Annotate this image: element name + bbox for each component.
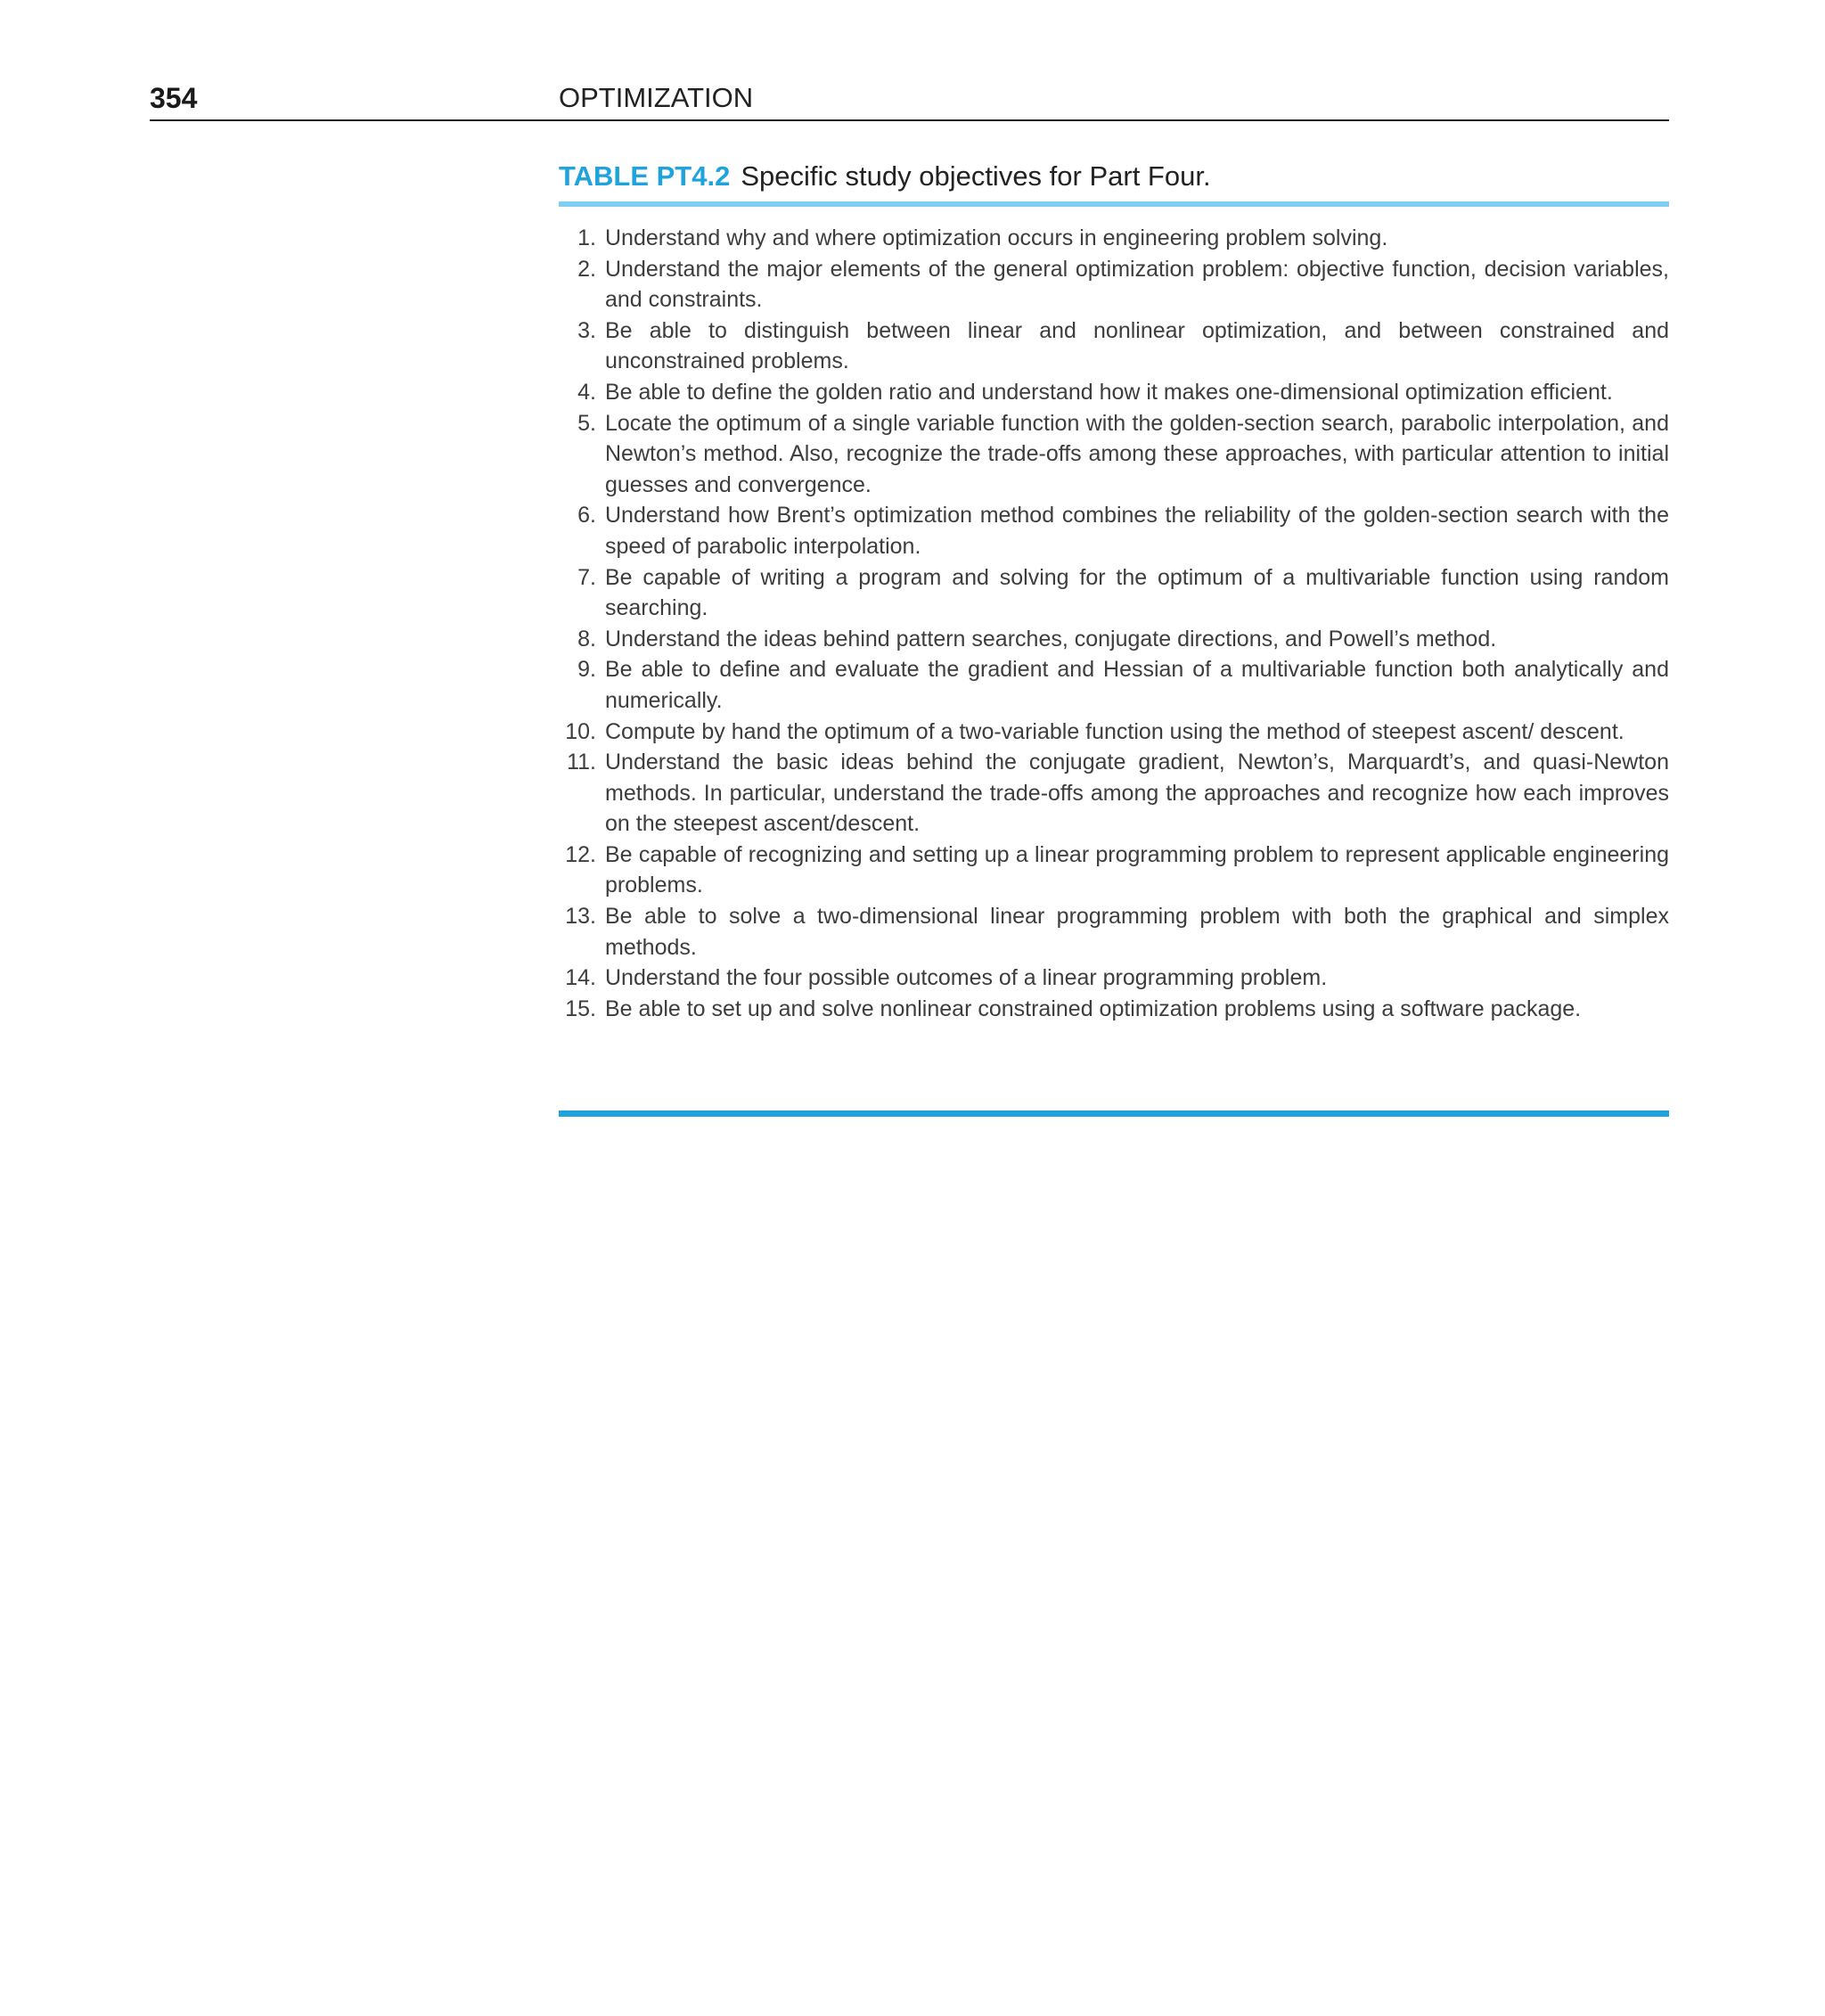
item-number: 10. — [565, 718, 596, 744]
table-top-rule — [559, 201, 1669, 207]
item-text: Understand the ideas behind pattern searches, conjugate directions, and Powell’s method. — [605, 626, 1497, 652]
item-number: 9. — [577, 657, 596, 683]
list-item — [559, 254, 1669, 316]
page-header — [150, 78, 1669, 121]
running-head: OPTIMIZATION — [559, 82, 754, 113]
item-number: 13. — [565, 904, 596, 930]
item-text: Understand the major elements of the general optimization problem: objective function, decision variables, and constraints. — [605, 256, 1669, 313]
list-item — [559, 408, 1669, 501]
table-label: TABLE PT4.2 — [559, 160, 731, 192]
item-number: 8. — [577, 626, 596, 652]
item-text: Be capable of writing a program and solving for the optimum of a multivariable function using random searching. — [605, 564, 1669, 621]
list-item — [559, 562, 1669, 624]
item-text: Be able to set up and solve nonlinear constrained optimization problems using a software package. — [605, 996, 1582, 1021]
list-item — [559, 500, 1669, 561]
item-text: Compute by hand the optimum of a two-variable function using the method of steepest ascent/ descent. — [605, 718, 1624, 744]
item-text: Understand how Brent’s optimization method combines the reliability of the golden-section search with the speed of parabolic interpolation. — [605, 503, 1669, 559]
item-number: 7. — [577, 564, 596, 590]
item-number: 4. — [577, 379, 596, 405]
item-text: Be able to define the golden ratio and understand how it makes one-dimensional optimization efficient. — [605, 379, 1613, 405]
item-text: Understand the basic ideas behind the conjugate gradient, Newton’s, Marquardt’s, and quasi-Newton methods. In particular, understand the trade-offs among the approaches and recognize how each improves on the steepest ascent/descent. — [605, 750, 1669, 837]
list-item — [559, 624, 1669, 655]
list-item — [559, 223, 1669, 254]
item-number: 12. — [565, 841, 596, 867]
item-text: Be able to solve a two-dimensional linear programming problem with both the graphical and simplex methods. — [605, 904, 1669, 960]
page-number: 354 — [150, 82, 198, 114]
item-text: Understand why and where optimization occurs in engineering problem solving. — [605, 225, 1388, 250]
list-item — [559, 316, 1669, 377]
list-item — [559, 840, 1669, 901]
list-item — [559, 901, 1669, 963]
item-text: Be able to distinguish between linear and nonlinear optimization, and between constrained and unconstrained problems. — [605, 317, 1669, 374]
item-text: Be capable of recognizing and setting up a linear programming problem to represent applicable engineering problems. — [605, 841, 1669, 898]
item-text: Understand the four possible outcomes of a linear programming problem. — [605, 965, 1328, 991]
item-number: 1. — [577, 225, 596, 250]
list-item — [559, 994, 1669, 1025]
item-number: 5. — [577, 410, 596, 436]
item-number: 15. — [565, 996, 596, 1021]
list-item — [559, 377, 1669, 408]
item-text: Locate the optimum of a single variable function with the golden-section search, parabolic interpolation, and Newton’s method. Also, recognize the trade-offs among these approaches, with particular attention to initial guesses and convergence. — [605, 410, 1669, 497]
item-number: 3. — [577, 317, 596, 343]
list-item — [559, 717, 1669, 748]
table-caption — [559, 160, 1669, 198]
item-text: Be able to define and evaluate the gradient and Hessian of a multivariable function both analytically and numerically. — [605, 657, 1669, 713]
item-number: 2. — [577, 256, 596, 282]
item-number: 14. — [565, 965, 596, 991]
caption-text: Specific study objectives for Part Four. — [741, 160, 1211, 192]
list-item — [559, 963, 1669, 994]
objectives-list — [559, 223, 1669, 1024]
item-number: 6. — [577, 503, 596, 529]
list-item — [559, 747, 1669, 840]
item-number: 11. — [567, 750, 596, 775]
table-bottom-rule — [559, 1110, 1669, 1117]
list-item — [559, 654, 1669, 716]
